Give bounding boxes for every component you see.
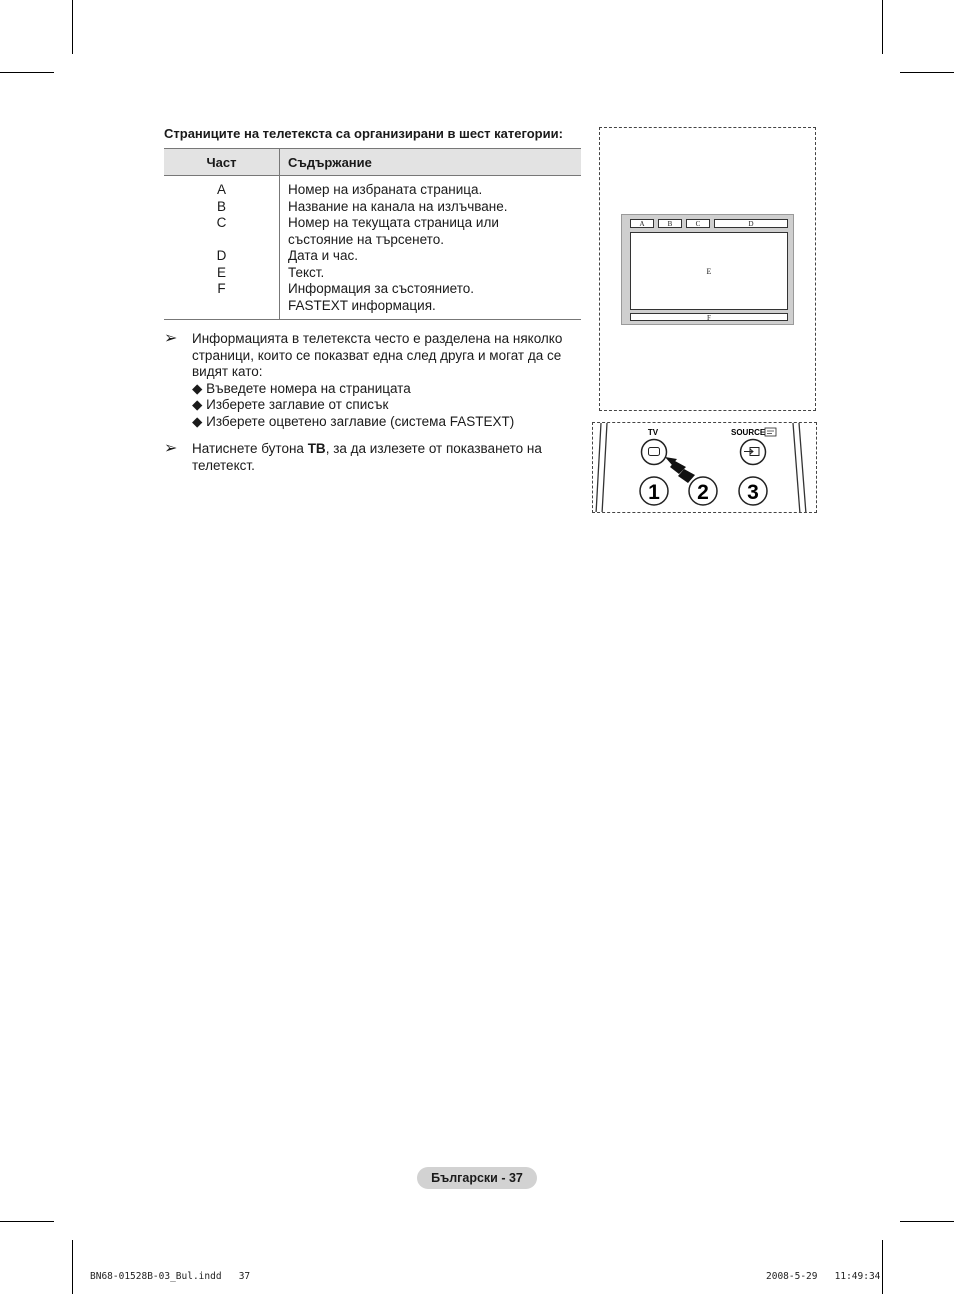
digit-label: 3: [747, 481, 759, 504]
note-text: , за да излезете от показването на: [325, 441, 542, 456]
slug-timestamp: 2008-5-29 11:49:34: [766, 1271, 881, 1282]
pointer-icon: [665, 457, 695, 483]
bullet-text: Изберете заглавие от списък: [206, 397, 389, 412]
digit-button-3[interactable]: [739, 477, 767, 505]
note-line: Информацията в телетекста често е разделена на няколко: [192, 331, 563, 346]
tv-button-name: TB: [307, 441, 326, 456]
note-line: страници, които се показват една след друга и могат да се: [192, 347, 562, 363]
label-b: B: [658, 219, 682, 228]
categories-table: [164, 148, 581, 320]
diamond-icon: ◆: [192, 413, 203, 429]
digit-label: 1: [648, 481, 660, 504]
crop-mark: [0, 1221, 54, 1222]
remote-drawing: [593, 423, 817, 513]
note-line: видят като:: [192, 364, 263, 379]
digit-button-1[interactable]: [640, 477, 668, 505]
section-heading: Страниците на телетекста са организирани в шест категории:: [164, 126, 563, 141]
crop-mark: [882, 1240, 883, 1294]
table-row: [164, 176, 581, 320]
part-cell: [164, 176, 280, 320]
label-e: E: [630, 232, 788, 310]
content-line: състояние на търсенето.: [288, 231, 444, 247]
note-line: телетекст.: [192, 457, 255, 473]
bullet-text: Изберете оцветено заглавие (система FASTEXT): [206, 413, 515, 429]
crop-mark: [0, 72, 54, 73]
note-body: [192, 331, 584, 430]
part-letter: B: [216, 198, 226, 214]
content-line: Дата и час.: [288, 248, 358, 263]
label-a: A: [630, 219, 654, 228]
source-label: SOURCE: [731, 428, 766, 437]
note-text: Натиснете бутона: [192, 441, 308, 456]
content-line: Название на канала на излъчване.: [288, 198, 508, 214]
table-header-row: [164, 149, 581, 176]
crop-mark: [72, 1240, 73, 1294]
content-line: Номер на текущата страница или: [288, 215, 499, 230]
note-line: [192, 441, 584, 458]
bullet-item: [192, 414, 584, 431]
bullet-item: [192, 397, 584, 414]
content-cell: [280, 176, 582, 320]
digit-label: 2: [697, 481, 709, 504]
source-button[interactable]: [741, 440, 766, 465]
label-f: F: [630, 313, 788, 321]
tv-label: TV: [647, 428, 659, 437]
header-part: Част: [164, 149, 280, 176]
part-letter: [172, 232, 271, 249]
note-exit: [164, 441, 584, 474]
slug-file-info: BN68-01528B-03_Bul.indd 37: [90, 1271, 251, 1282]
label-c: C: [686, 219, 710, 228]
part-letter: C: [216, 215, 227, 230]
tv-button[interactable]: [642, 440, 667, 465]
crop-mark: [900, 72, 954, 73]
diamond-icon: ◆: [192, 380, 203, 396]
label-d: D: [714, 219, 788, 228]
teletext-diagram: [599, 127, 816, 411]
arrow-icon: ➢: [164, 440, 178, 457]
note-pages: [164, 331, 584, 430]
digit-button-2[interactable]: [689, 477, 717, 505]
note-body: [192, 441, 584, 474]
remote-illustration: [592, 422, 817, 513]
header-content: Съдържание: [280, 149, 582, 176]
source-icon: [765, 428, 776, 436]
page-number-badge: Български - 37: [417, 1167, 537, 1189]
arrow-icon: ➢: [164, 330, 178, 347]
content-line: FASTEXT информация.: [288, 297, 436, 313]
crop-mark: [882, 0, 883, 54]
content-line: Текст.: [288, 264, 325, 280]
content-line: Номер на избраната страница.: [288, 182, 483, 197]
crop-mark: [900, 1221, 954, 1222]
content-line: Информация за състоянието.: [288, 281, 474, 296]
bullet-item: [192, 381, 584, 398]
bullet-text: Въведете номера на страницата: [206, 380, 411, 396]
tv-screen-frame: [621, 214, 794, 325]
part-letter: D: [216, 248, 227, 263]
part-letter: F: [217, 281, 226, 296]
part-letter: E: [216, 264, 226, 280]
part-letter: A: [216, 182, 226, 197]
crop-mark: [72, 0, 73, 54]
diamond-icon: ◆: [192, 397, 203, 412]
